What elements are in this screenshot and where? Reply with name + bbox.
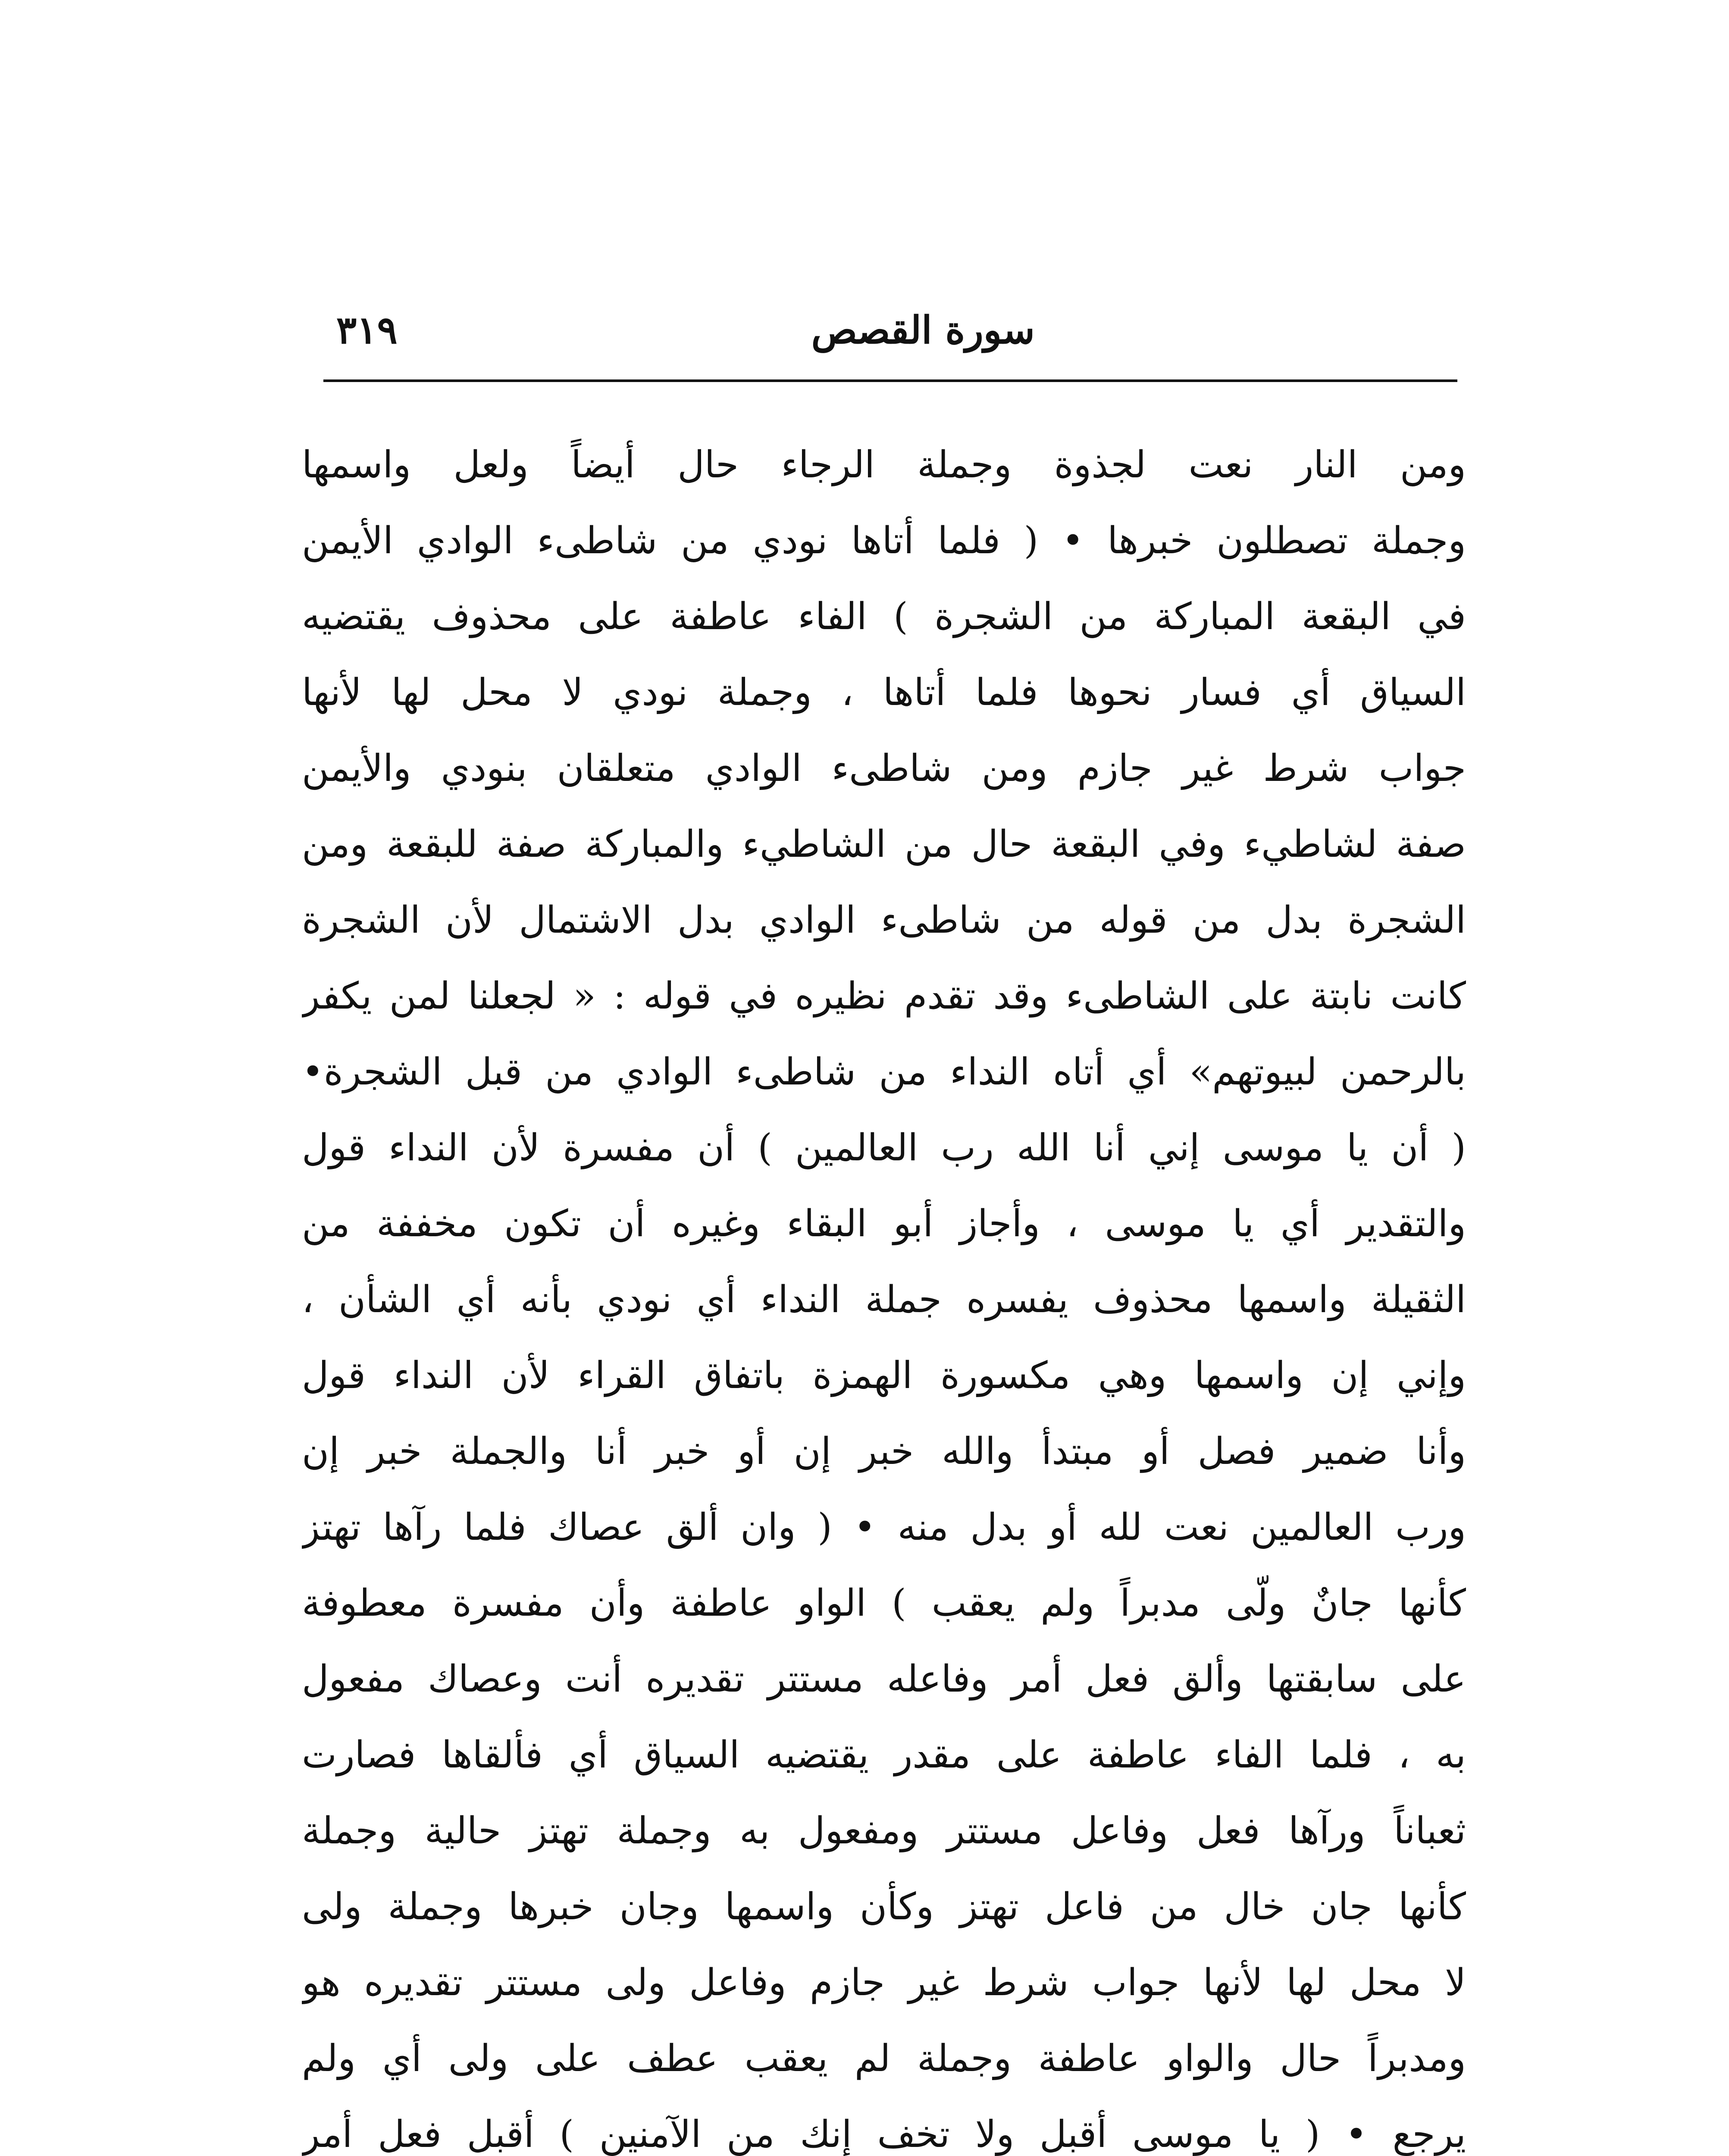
body-text: [302, 427, 1466, 2156]
text-line: كأنها جان خال من فاعل تهتز وكأن واسمها وجان خبرها وجملة ولى: [302, 1885, 1466, 1928]
text-line: وجملة تصطلون خبرها • ( فلما أتاها نودي من شاطىء الوادي الأيمن: [302, 519, 1466, 562]
text-line: جواب شرط غير جازم ومن شاطىء الوادي متعلقان بنودي والأيمن: [302, 747, 1466, 790]
text-line: السياق أي فسار نحوها فلما أتاها ، وجملة نودي لا محل لها لأنها: [302, 671, 1466, 714]
text-line: لا محل لها لأنها جواب شرط غير جازم وفاعل ولى مستتر تقديره هو: [302, 1961, 1466, 2004]
text-line: بالرحمن لبيوتهم» أي أتاه النداء من شاطىء الوادي من قبل الشجرة•: [302, 1050, 1466, 1094]
text-line: صفة لشاطيء وفي البقعة حال من الشاطيء والمباركة صفة للبقعة ومن: [302, 823, 1466, 866]
text-line: الثقيلة واسمها محذوف يفسره جملة النداء أي نودي بأنه أي الشأن ،: [302, 1278, 1466, 1321]
text-line: على سابقتها وألق فعل أمر وفاعله مستتر تقديره أنت وعصاك مفعول: [302, 1658, 1466, 1701]
text-line: كأنها جانٌ ولّى مدبراً ولم يعقب ) الواو عاطفة وأن مفسرة معطوفة: [302, 1582, 1466, 1625]
text-line: ومن النار نعت لجذوة وجملة الرجاء حال أيضاً ولعل واسمها: [302, 443, 1466, 486]
header-divider: [323, 379, 1457, 382]
text-line: به ، فلما الفاء عاطفة على مقدر يقتضيه السياق أي فألقاها فصارت: [302, 1733, 1466, 1777]
page-header: [323, 298, 1457, 362]
page-number: ٣١٩: [336, 307, 398, 352]
text-line: ثعباناً ورآها فعل وفاعل مستتر ومفعول به وجملة تهتز حالية وجملة: [302, 1809, 1466, 1852]
text-line: والتقدير أي يا موسى ، وأجاز أبو البقاء وغيره أن تكون مخففة من: [302, 1202, 1466, 1245]
text-line: وإني إن واسمها وهي مكسورة الهمزة باتفاق القراء لأن النداء قول: [302, 1354, 1466, 1397]
surah-title: سورة القصص: [811, 307, 1035, 352]
text-line: ورب العالمين نعت لله أو بدل منه • ( وان ألق عصاك فلما رآها تهتز: [302, 1506, 1466, 1549]
text-line: الشجرة بدل من قوله من شاطىء الوادي بدل الاشتمال لأن الشجرة: [302, 899, 1466, 942]
text-line: ومدبراً حال والواو عاطفة وجملة لم يعقب عطف على ولى أي ولم: [302, 2037, 1466, 2080]
text-line: في البقعة المباركة من الشجرة ) الفاء عاطفة على محذوف يقتضيه: [302, 595, 1466, 638]
text-line: ( أن يا موسى إني أنا الله رب العالمين ) أن مفسرة لأن النداء قول: [302, 1126, 1466, 1169]
text-line: كانت نابتة على الشاطىء وقد تقدم نظيره في قوله : « لجعلنا لمن يكفر: [302, 975, 1466, 1018]
text-line: يرجع • ( يا موسى أقبل ولا تخف إنك من الآمنين ) أقبل فعل أمر: [302, 2113, 1466, 2156]
text-line: وأنا ضمير فصل أو مبتدأ والله خبر إن أو خبر أنا والجملة خبر إن: [302, 1430, 1466, 1473]
